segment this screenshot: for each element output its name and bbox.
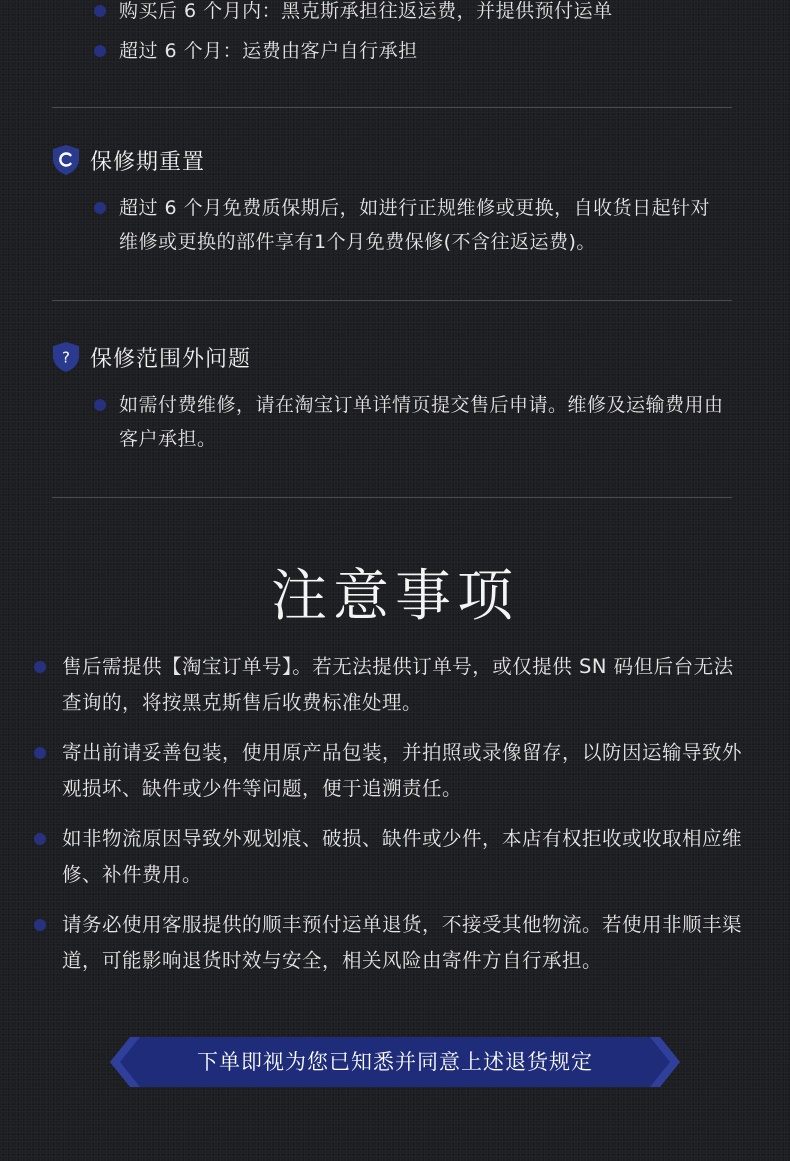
bullet-dot: [94, 399, 106, 411]
agreement-banner: [110, 1037, 680, 1087]
shipping-fee-list: [119, 0, 739, 74]
bullet-dot: [94, 45, 106, 57]
list-item-text: 请务必使用客服提供的顺丰预付运单退货，不接受其他物流。若使用非顺丰渠道，可能影响退货时效与安全，相关风险由寄件方自行承担。: [62, 913, 743, 972]
banner-text: 下单即视为您已知悉并同意上述退货规定: [197, 1050, 593, 1074]
notes-list: [62, 649, 742, 993]
list-item: [119, 34, 739, 68]
section-title: 保修期重置: [90, 149, 206, 175]
list-item: [119, 191, 729, 259]
section-divider: [52, 300, 732, 301]
list-item-text: 如需付费维修，请在淘宝订单详情页提交售后申请。维修及运输费用由客户承担。: [119, 394, 724, 450]
bullet-dot: [34, 919, 46, 931]
list-item-text: 超过 6 个月免费质保期后，如进行正规维修或更换，自收货日起针对维修或更换的部件享有1个月免费保修(不含往返运费)。: [119, 197, 711, 253]
shield-question-icon: [52, 341, 80, 373]
shield-c-icon: [52, 144, 80, 176]
section-divider: [52, 107, 732, 108]
list-item: [62, 735, 742, 807]
list-item-text: 购买后 6 个月内：黑克斯承担往返运费，并提供预付运单: [119, 0, 613, 22]
notes-title: 注意事项: [271, 564, 519, 629]
svg-text:?: ?: [62, 348, 70, 367]
list-item: [62, 907, 742, 979]
list-item-text: 如非物流原因导致外观划痕、破损、缺件或少件，本店有权拒收或收取相应维修、补件费用。: [62, 827, 743, 886]
section-list: [119, 191, 729, 259]
bullet-dot: [94, 202, 106, 214]
bullet-dot: [34, 747, 46, 759]
section-title: 保修范围外问题: [90, 346, 252, 372]
list-item-text: 寄出前请妥善包装，使用原产品包装，并拍照或录像留存，以防因运输导致外观损坏、缺件或少件等问题，便于追溯责任。: [62, 741, 743, 800]
bullet-dot: [34, 833, 46, 845]
list-item: [119, 0, 739, 28]
section-heading-warranty-reset: [52, 144, 205, 176]
section-heading-out-of-scope: [52, 341, 251, 373]
list-item: [62, 649, 742, 721]
section-list: [119, 388, 729, 456]
bullet-dot: [34, 661, 46, 673]
section-divider: [52, 497, 732, 498]
list-item-text: 超过 6 个月：运费由客户自行承担: [119, 40, 418, 62]
list-item-text: 售后需提供【淘宝订单号】。若无法提供订单号，或仅提供 SN 码但后台无法查询的，将按黑克斯售后收费标准处理。: [62, 655, 734, 714]
bullet-dot: [94, 5, 106, 17]
list-item: [119, 388, 729, 456]
list-item: [62, 821, 742, 893]
